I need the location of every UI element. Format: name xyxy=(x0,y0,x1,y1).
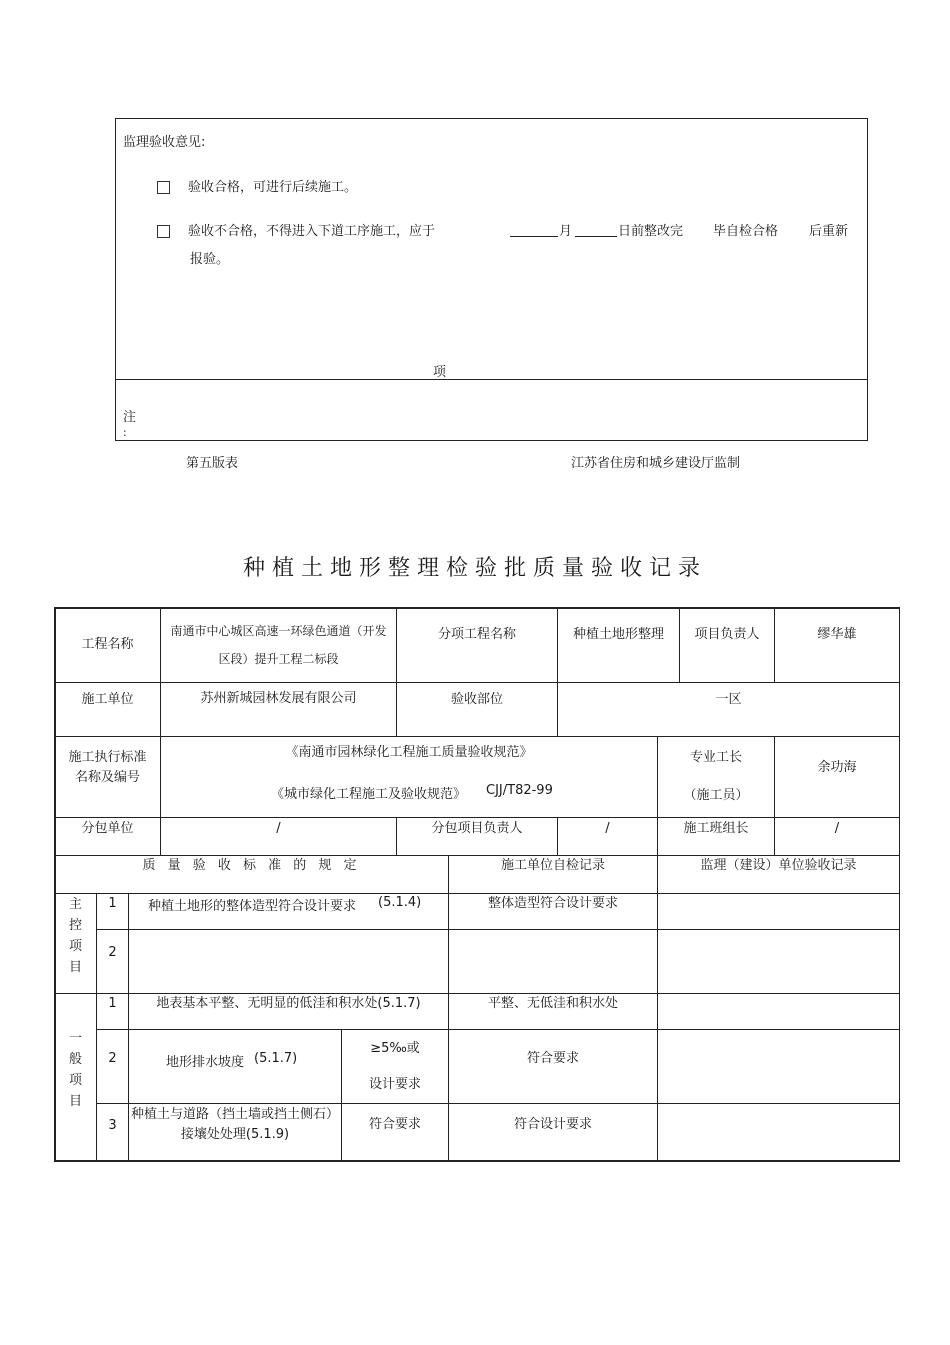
project-leader-label: 项目负责人 xyxy=(694,627,760,642)
main-items-char: 主 xyxy=(68,897,82,912)
foreman-label xyxy=(658,737,774,817)
project-name-line1: 南通市中心城区高速一环绿色通道（开发 xyxy=(170,624,387,638)
main-items-char: 控 xyxy=(68,918,82,933)
main-items-char: 目 xyxy=(68,960,82,975)
standard-label-line1: 施工执行标准 xyxy=(68,750,147,765)
edition-label: 第五版表 xyxy=(186,456,239,471)
pass-checkbox[interactable] xyxy=(157,181,170,194)
sub-leader-value: / xyxy=(605,821,610,836)
main-items-char: 项 xyxy=(68,939,82,954)
general-row-1-self-check: 平整、无低洼和积水处 xyxy=(487,996,618,1011)
main-row-1-no: 1 xyxy=(108,896,117,911)
general-row-3-standard-line2: 接壤处处理(5.1.9) xyxy=(180,1127,290,1142)
general-row-2-no: 2 xyxy=(108,1051,117,1066)
main-items-label xyxy=(55,894,96,978)
note-colon: : xyxy=(123,426,127,439)
general-items-label xyxy=(55,1028,96,1112)
general-row-3-standard-line1: 种植土与道路（挡土墙或挡土侧石） xyxy=(130,1107,339,1122)
standard-value-line1: 《南通市园林绿化工程施工质量验收规范》 xyxy=(285,745,533,760)
foreman-value: 余功海 xyxy=(817,760,857,775)
standard-code: CJJ/T82-99 xyxy=(486,783,553,798)
general-row-2-limit-line2: 设计要求 xyxy=(368,1076,421,1092)
note-label: 注 xyxy=(123,410,137,425)
main-row-2-no: 2 xyxy=(108,945,117,960)
general-items-char: 项 xyxy=(68,1073,82,1088)
month-blank[interactable] xyxy=(510,222,558,237)
pass-option[interactable] xyxy=(157,176,357,195)
contractor-value: 苏州新城园林发展有限公司 xyxy=(200,691,357,706)
sub-leader-label: 分包项目负责人 xyxy=(431,821,523,836)
issuer-label: 江苏省住房和城乡建设厅监制 xyxy=(571,456,741,471)
project-name-value xyxy=(161,608,396,682)
reinspect-text: 后重新 xyxy=(809,224,849,239)
team-leader-value: / xyxy=(834,821,840,836)
standard-label-line2: 名称及编号 xyxy=(74,770,140,785)
general-row-2-self-check: 符合要求 xyxy=(526,1051,579,1066)
main-row-1-clause: (5.1.4) xyxy=(378,895,422,910)
main-row-1-self-check: 整体造型符合设计要求 xyxy=(487,896,618,911)
supervision-opinion-label: 监理验收意见: xyxy=(123,135,206,150)
standard-value-line2: 《城市绿化工程施工及验收规范》 xyxy=(271,787,467,802)
standard-value xyxy=(161,737,657,817)
sub-project-label: 分项工程名称 xyxy=(437,627,516,642)
item-label: 项 xyxy=(433,365,447,380)
general-row-2-clause: (5.1.7) xyxy=(254,1051,298,1066)
subcontractor-label: 分包单位 xyxy=(81,821,134,836)
main-row-1-standard: 种植土地形的整体造型符合设计要求 xyxy=(148,899,357,914)
subcontractor-value: / xyxy=(276,821,281,836)
general-row-3-standard xyxy=(129,1104,341,1146)
day-text: 日前整改完 xyxy=(618,224,684,239)
general-row-3-no: 3 xyxy=(108,1118,117,1133)
project-leader-value: 缪华雄 xyxy=(817,627,857,642)
self-check-text: 毕自检合格 xyxy=(713,224,779,239)
general-items-char: 一 xyxy=(68,1031,82,1046)
project-name-label: 工程名称 xyxy=(81,637,134,652)
inspection-part-label: 验收部位 xyxy=(450,692,503,707)
month-label: 月 xyxy=(559,224,573,239)
form-title: 种植土地形整理检验批质量验收记录 xyxy=(242,556,707,581)
general-row-1-standard: 地表基本平整、无明显的低洼和积水处(5.1.7) xyxy=(156,996,421,1011)
quality-standard-header: 质 量 验 收 标 准 的 规 定 xyxy=(142,858,361,873)
supervision-header: 监理（建设）单位验收记录 xyxy=(700,858,857,873)
general-row-2-limit xyxy=(342,1030,448,1103)
general-items-char: 目 xyxy=(68,1094,82,1109)
general-row-2-limit-line1: ≥5‰或 xyxy=(370,1040,420,1056)
fail-option[interactable] xyxy=(157,220,435,239)
general-row-3-limit: 符合要求 xyxy=(368,1117,421,1132)
sub-project-value: 种植土地形整理 xyxy=(572,627,664,642)
general-items-char: 般 xyxy=(68,1052,82,1067)
inspection-part-value: 一区 xyxy=(715,692,742,707)
standard-label xyxy=(55,737,160,799)
foreman-label-line1: 专业工长 xyxy=(689,750,742,765)
fail-text: 验收不合格，不得进入下道工序施工，应于 xyxy=(188,224,436,239)
general-row-3-self-check: 符合设计要求 xyxy=(513,1117,592,1132)
project-name-line2: 区段）提升工程二标段 xyxy=(218,652,339,666)
fail-checkbox[interactable] xyxy=(157,225,170,238)
day-blank[interactable] xyxy=(575,222,617,237)
self-check-header: 施工单位自检记录 xyxy=(500,858,605,873)
general-row-1-no: 1 xyxy=(108,996,117,1011)
contractor-label: 施工单位 xyxy=(81,692,134,707)
pass-text: 验收合格，可进行后续施工。 xyxy=(188,180,358,195)
fail-text-cont: 报验。 xyxy=(190,252,230,267)
general-row-2-standard: 地形排水坡度 xyxy=(166,1055,245,1070)
foreman-label-line2: （施工员） xyxy=(683,788,749,803)
team-leader-label: 施工班组长 xyxy=(683,821,749,836)
